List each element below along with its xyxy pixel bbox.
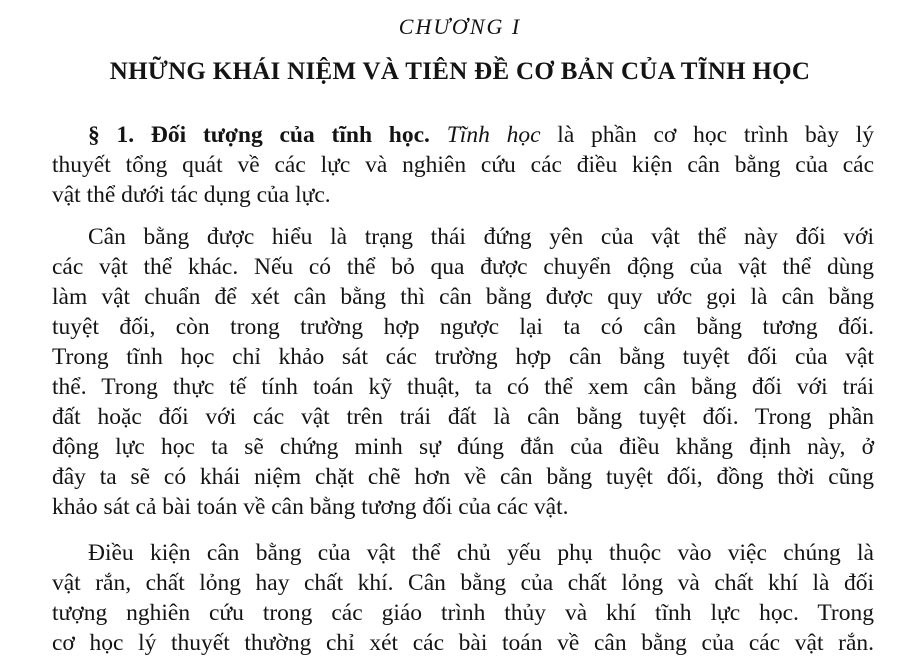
paragraph-line: [52, 120, 874, 150]
section-heading: § 1. Đối tượng của tĩnh học.: [88, 122, 430, 148]
line-text: là phần cơ học trình bày lý: [540, 122, 874, 148]
paragraph-line: các vật thể khác. Nếu có thể bỏ qua được chuyển động của vật thể dùng: [52, 254, 874, 280]
chapter-label: CHƯƠNG I: [398, 14, 522, 39]
term-statics: Tĩnh học: [446, 122, 541, 148]
paragraph-line: tượng nghiên cứu trong các giáo trình thủy và khí tĩnh lực học. Trong: [52, 600, 874, 626]
paragraph-line: Trong tĩnh học chỉ khảo sát các trường hợp cân bằng tuyệt đối của vật: [52, 344, 874, 370]
paragraph-object-of-statics: [52, 120, 874, 210]
paragraph-line: cơ học lý thuyết thường chỉ xét các bài toán về cân bằng của các vật rắn.: [52, 630, 874, 656]
paragraph-line: khảo sát cả bài toán về cân bằng tương đối của các vật.: [52, 494, 569, 520]
paragraph-line: thể. Trong thực tế tính toán kỹ thuật, ta có thể xem cân bằng đối với trái: [52, 374, 874, 400]
paragraph-line: thuyết tổng quát về các lực và nghiên cứu các điều kiện cân bằng của các: [52, 152, 874, 178]
chapter-title: NHỮNG KHÁI NIỆM VÀ TIÊN ĐỀ CƠ BẢN CỦA TĨNH HỌC: [109, 58, 811, 85]
paragraph-line: tuyệt đối, còn trong trường hợp ngược lại ta có cân bằng tương đối.: [52, 314, 874, 340]
paragraph-line: đất hoặc đối với các vật trên trái đất là cân bằng tuyệt đối. Trong phần: [52, 404, 874, 430]
paragraph-line: vật thể dưới tác dụng của lực.: [52, 182, 331, 208]
paragraph-line: vật rắn, chất lỏng hay chất khí. Cân bằng của chất lỏng và chất khí là đối: [52, 570, 874, 596]
paragraph-equilibrium: [52, 222, 874, 522]
paragraph-line: đây ta sẽ có khái niệm chặt chẽ hơn về cân bằng tuyệt đối, đồng thời cũng: [52, 464, 874, 490]
paragraph-equilibrium-conditions: [52, 538, 874, 658]
paragraph-line: làm vật chuẩn để xét cân bằng thì cân bằng được quy ước gọi là cân bằng: [52, 284, 874, 310]
paragraph-line: động lực học ta sẽ chứng minh sự đúng đắn của điều khẳng định này, ở: [52, 434, 874, 460]
paragraph-line: Điều kiện cân bằng của vật thể chủ yếu phụ thuộc vào việc chúng là: [88, 540, 874, 566]
paragraph-line: Cân bằng được hiểu là trạng thái đứng yên của vật thể này đối với: [88, 224, 874, 250]
